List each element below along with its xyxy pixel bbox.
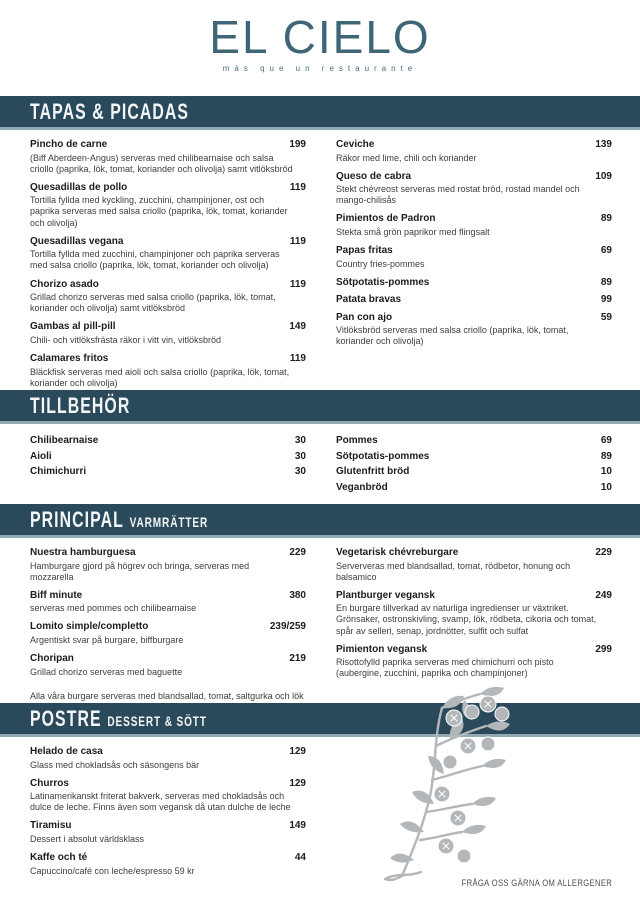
menu-item <box>336 644 612 680</box>
menu-item <box>336 547 612 583</box>
item-description: Bläckfisk serveras med aioli och salsa criollo (paprika, lök, tomat, koriander och olivolja) <box>30 366 290 388</box>
menu-column <box>336 139 612 396</box>
menu-item <box>30 653 306 678</box>
menu-item-head <box>30 852 306 865</box>
section-content-principal <box>0 538 640 703</box>
item-name: Quesadillas de pollo <box>30 181 128 193</box>
item-price: 229 <box>289 547 306 558</box>
section-subtitle: VARMRÄTTER <box>129 513 209 530</box>
item-price: 30 <box>294 466 306 477</box>
menu-item-head <box>30 547 306 560</box>
menu-item-head <box>30 746 306 759</box>
menu-item <box>336 171 612 207</box>
menu-item-head <box>336 547 612 560</box>
item-name: Plantburger vegansk <box>336 589 435 601</box>
item-description: Tortilla fyllda med zucchini, champinjoner och paprika serveras med salsa criollo (paprika, lök, tomat, koriander och olivolja) <box>30 249 280 271</box>
item-price: 89 <box>600 276 612 288</box>
item-price: 69 <box>600 245 612 257</box>
menu-item <box>30 435 306 448</box>
item-description: Latinamerikanskt friterat bakverk, serveras med chokladsås och dulce de leche. Finns även som vegansk då utan dulche de leche <box>30 791 291 813</box>
menu-item-head <box>336 466 612 479</box>
berry-branch-illustration <box>384 684 516 884</box>
item-description: serveras med pommes och chilibearnaise <box>30 603 197 614</box>
item-price: 89 <box>600 450 612 462</box>
item-price: 229 <box>595 547 612 558</box>
item-description: Tortilla fyllda med kyckling, zucchini, champinjoner, ost och paprika serveras med salsa criollo (paprika, lök, tomat, koriander och olivolja) <box>30 195 288 228</box>
item-price: 10 <box>600 481 612 493</box>
menu-item <box>336 139 612 164</box>
item-name: Pan con ajo <box>336 311 393 323</box>
item-price: 10 <box>600 466 612 477</box>
menu-item <box>336 294 612 307</box>
item-description: Argentiskt svar på burgare, biffburgare <box>30 634 184 645</box>
brand-header <box>0 0 640 96</box>
menu-item <box>30 279 306 315</box>
menu-item-head <box>30 621 306 634</box>
item-price: 30 <box>294 450 306 462</box>
menu-item <box>30 778 306 814</box>
section-title: PRINCIPAL <box>30 506 124 532</box>
menu-item-head <box>336 482 612 495</box>
item-name: Pimientos de Padron <box>336 213 436 225</box>
menu-item <box>336 213 612 238</box>
allergen-note: FRÅGA OSS GÄRNA OM ALLERGENER <box>461 878 612 888</box>
menu-item-head <box>336 312 612 325</box>
item-name: Gambas al pill-pill <box>30 321 116 333</box>
item-name: Sötpotatis-pommes <box>336 276 430 288</box>
item-description: Stekta små grön paprikor med flingsalt <box>336 226 490 237</box>
item-name: Kaffe och té <box>30 852 88 864</box>
item-name: Pommes <box>336 435 378 446</box>
item-description: Chili- och vitlöksfrästa räkor i vitt vin, vitlöksbröd <box>30 334 222 345</box>
menu-item-head <box>30 820 306 833</box>
section-content-tapas <box>0 130 640 390</box>
menu-item-head <box>336 277 612 290</box>
item-name: Ceviche <box>336 139 375 150</box>
section-banner-text <box>30 507 208 533</box>
menu-item <box>30 547 306 583</box>
item-description: Hamburgare gjord på högrev och bringa, serveras med mozzarella <box>30 560 250 582</box>
menu-item-head <box>336 213 612 226</box>
menu-item <box>30 182 306 229</box>
item-name: Lomito simple/completto <box>30 621 149 633</box>
menu-item-head <box>336 294 612 307</box>
item-price: 299 <box>595 643 612 655</box>
menu-item <box>336 277 612 290</box>
item-name: Aioli <box>30 450 52 462</box>
item-name: Queso de cabra <box>336 170 412 182</box>
item-description: Dessert i absolut världsklass <box>30 833 145 844</box>
section-subtitle: DESSERT & SÖTT <box>107 712 207 729</box>
item-price: 249 <box>595 589 612 601</box>
section-title: TILLBEHÖR <box>30 392 131 418</box>
item-price: 380 <box>289 589 306 601</box>
item-price: 219 <box>289 653 306 665</box>
menu-item-head <box>336 139 612 152</box>
item-price: 59 <box>600 311 612 323</box>
section-banner-tapas <box>0 96 640 130</box>
menu-item <box>30 466 306 479</box>
item-price: 109 <box>595 170 612 182</box>
item-name: Choripan <box>30 653 74 665</box>
item-name: Pincho de carne <box>30 139 108 150</box>
menu-item <box>30 321 306 346</box>
item-name: Churros <box>30 777 69 789</box>
menu-item-head <box>30 236 306 249</box>
item-price: 149 <box>289 820 306 832</box>
item-description: Serververas med blandsallad, tomat, rödbetor, honung och balsamico <box>336 560 571 582</box>
item-name: Sötpotatis-pommes <box>336 450 430 462</box>
item-description: Stekt chévreost serveras med rostat bröd, rostad mandel och mango-chilisås <box>336 184 580 206</box>
item-description: Grillad chorizo serveras med salsa criollo (paprika, lök, tomat, koriander och olivolja) samt vitlöksbröd <box>30 292 276 314</box>
item-price: 199 <box>289 139 306 150</box>
menu-item-head <box>336 590 612 603</box>
menu-item-head <box>30 321 306 334</box>
item-price: 89 <box>600 213 612 225</box>
item-name: Chilibearnaise <box>30 435 99 446</box>
item-price: 119 <box>289 353 306 365</box>
menu-column <box>30 435 306 504</box>
menu-column <box>336 435 612 504</box>
menu-item-head <box>30 279 306 292</box>
menu-item-head <box>30 466 306 479</box>
menu-item-head <box>336 644 612 657</box>
menu-item <box>30 852 306 877</box>
section-banner-text <box>30 393 130 419</box>
item-description: Grillad chorizo serveras med baguette <box>30 666 183 677</box>
item-price: 69 <box>600 435 612 446</box>
menu-column <box>336 547 612 703</box>
menu-item <box>336 245 612 270</box>
menu-item <box>30 590 306 615</box>
item-price: 119 <box>289 181 306 193</box>
item-name: Patata bravas <box>336 294 402 306</box>
item-name: Glutenfritt bröd <box>336 466 410 477</box>
menu-item <box>30 621 306 646</box>
menu-item-head <box>30 435 306 448</box>
menu-item-head <box>336 435 612 448</box>
menu-column <box>30 139 306 396</box>
menu-column <box>30 547 306 703</box>
menu-item-head <box>336 245 612 258</box>
item-name: Veganbröd <box>336 481 388 493</box>
menu-item <box>336 482 612 495</box>
menu-item <box>30 746 306 771</box>
item-price: 44 <box>294 852 306 864</box>
section-banner-postre <box>0 703 640 737</box>
menu-item-head <box>336 451 612 464</box>
item-description: En burgare tillverkad av naturliga ingredienser ur växtriket. Grönsaker, ostronskivling, svamp, lök, rödbeta, cikoria och tomat, spår av selleri, senap, jordnötter, sulfit och sulfat <box>336 603 597 636</box>
item-price: 119 <box>289 235 306 247</box>
item-name: Chimichurri <box>30 466 87 477</box>
menu-item <box>336 312 612 348</box>
item-description: Räkor med lime, chili och koriander <box>336 152 477 163</box>
item-description: Glass med chokladsås och säsongens bär <box>30 759 200 770</box>
item-price: 30 <box>294 435 306 446</box>
section-content-tillbehor <box>0 424 640 504</box>
menu-item-head <box>30 139 306 152</box>
section-title: TAPAS & PICADAS <box>30 98 190 124</box>
menu-item-head <box>336 171 612 184</box>
section-banner-principal <box>0 504 640 538</box>
item-name: Papas fritas <box>336 245 393 257</box>
section-content-postre <box>0 737 640 884</box>
item-price: 139 <box>595 139 612 150</box>
item-name: Pimienton vegansk <box>336 643 428 655</box>
item-name: Quesadillas vegana <box>30 235 124 247</box>
brand-logo: EL CIELO <box>209 11 431 63</box>
item-description: Capuccino/café con leche/espresso 59 kr <box>30 865 195 876</box>
section-banner-text <box>30 99 189 125</box>
item-price: 129 <box>289 746 306 757</box>
menu-item <box>30 353 306 389</box>
menu-item <box>336 466 612 479</box>
item-price: 239/259 <box>269 621 306 633</box>
menu-item <box>336 451 612 464</box>
menu-item-head <box>30 653 306 666</box>
menu-item-head <box>30 182 306 195</box>
item-name: Calamares fritos <box>30 353 109 365</box>
item-price: 119 <box>289 278 306 290</box>
menu-note: Alla våra burgare serveras med blandsallad, tomat, saltgurka och lök <box>30 690 304 701</box>
item-name: Tiramisu <box>30 820 72 832</box>
menu-item <box>30 139 306 175</box>
menu-item <box>30 451 306 464</box>
item-name: Nuestra hamburguesa <box>30 547 136 558</box>
menu-item-head <box>30 451 306 464</box>
item-name: Biff minute <box>30 589 83 601</box>
menu-item-head <box>30 778 306 791</box>
item-description: Risottofylld paprika serveras med chimichurri och pisto (aubergine, zucchini, paprika och champinjoner) <box>336 657 554 679</box>
item-name: Vegetarisk chévreburgare <box>336 547 459 558</box>
item-price: 149 <box>289 321 306 333</box>
item-name: Helado de casa <box>30 746 103 757</box>
menu-item-head <box>30 590 306 603</box>
section-banner-text <box>30 706 207 732</box>
section-title: POSTRE <box>30 705 102 731</box>
item-description: Country fries-pommes <box>336 258 425 269</box>
menu-item <box>336 435 612 448</box>
menu-column <box>30 746 306 884</box>
menu-item <box>336 590 612 637</box>
item-description: (Biff Aberdeen-Angus) serveras med chilibearnaise och salsa criollo (paprika, lök, tomat, koriander och olivolja) samt vitlöksbröd <box>30 152 293 174</box>
item-price: 129 <box>289 777 306 789</box>
brand-tagline: más que un restaurante <box>222 64 418 74</box>
menu-item <box>30 820 306 845</box>
menu-sections <box>0 96 640 884</box>
menu-item-head <box>30 353 306 366</box>
item-name: Chorizo asado <box>30 278 99 290</box>
item-description: Vitlöksbröd serveras med salsa criollo (paprika, lök, tomat, koriander och olivolja) <box>336 325 569 347</box>
menu-item <box>30 236 306 272</box>
item-price: 99 <box>600 294 612 306</box>
